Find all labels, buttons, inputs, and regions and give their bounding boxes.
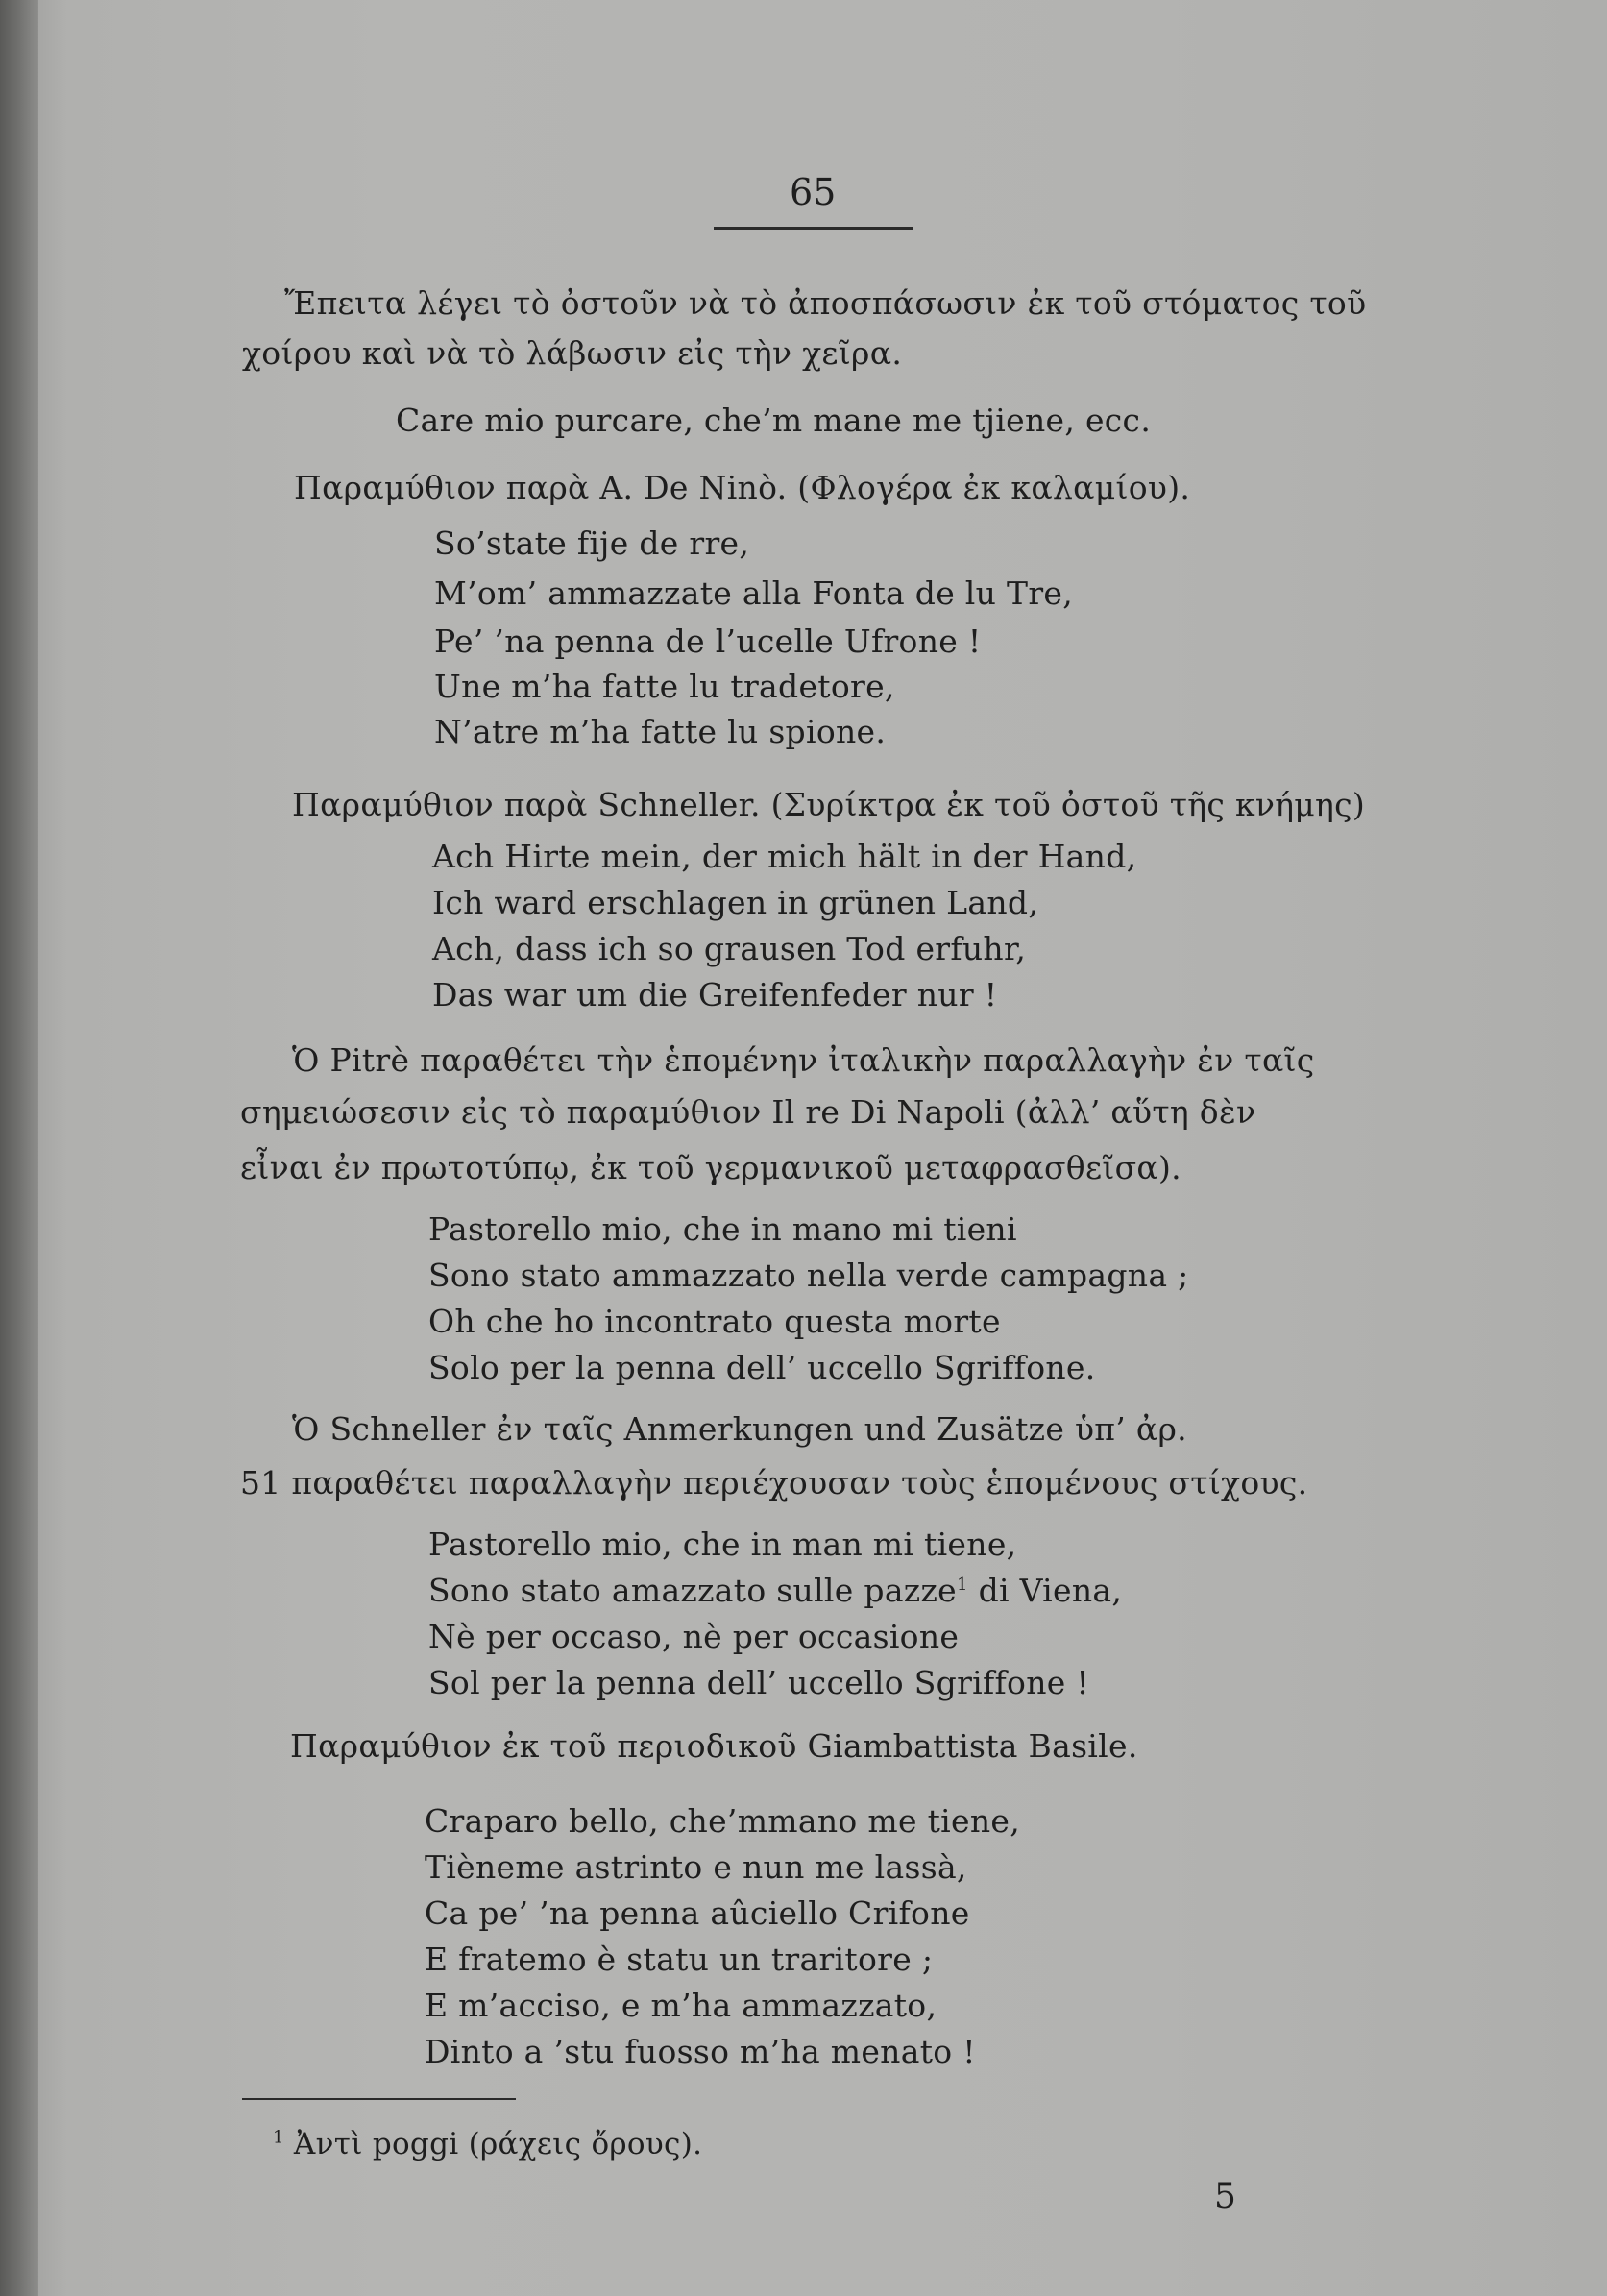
header-rule bbox=[714, 227, 913, 230]
verse-line: Une m’ha fatte lu tradetore, bbox=[434, 668, 895, 705]
verse-line: E m’acciso, e m’ha ammazzato, bbox=[425, 1987, 937, 2024]
page-number: 65 bbox=[790, 171, 837, 213]
verse-line: Solo per la penna dell’ uccello Sgriffone. bbox=[428, 1349, 1096, 1386]
verse-line: Ich ward erschlagen in grünen Land, bbox=[432, 884, 1039, 921]
prose-line: Ἔπειτα λέγει τὸ ὀστοῦν νὰ τὸ ἀποσπάσωσιν ἐκ τοῦ στόματος τοῦ bbox=[284, 284, 1367, 322]
verse-line: Nè per occaso, nè per occasione bbox=[428, 1618, 960, 1655]
section-heading: Παραμύθιον παρὰ Schneller. (Συρίκτρα ἐκ τοῦ ὀστοῦ τῆς κνήμης) bbox=[292, 786, 1366, 823]
prose-line: 51 παραθέτει παραλλαγὴν περιέχουσαν τοὺς ἑπομένους στίχους. bbox=[240, 1464, 1308, 1502]
verse-line: Pastorello mio, che in mano mi tieni bbox=[428, 1210, 1017, 1248]
verse-line: Ach, dass ich so grausen Tod erfuhr, bbox=[432, 930, 1027, 967]
prose-line: σημειώσεσιν εἰς τὸ παραμύθιον Il re Di Napoli (ἀλλ’ αὕτη δὲν bbox=[240, 1093, 1256, 1131]
section-heading: Παραμύθιον παρὰ A. De Ninò. (Φλογέρα ἐκ καλαμίου). bbox=[294, 469, 1191, 506]
book-spine-shadow bbox=[0, 0, 38, 2296]
verse-line: Oh che ho incontrato questa morte bbox=[428, 1303, 1001, 1340]
verse-line bbox=[428, 1572, 1122, 1609]
footnote-rule bbox=[242, 2098, 516, 2100]
verse-line: Ca pe’ ’na penna aûciello Crifone bbox=[425, 1894, 970, 1932]
verse-line: Tièneme astrinto e nun me lassà, bbox=[425, 1848, 967, 1886]
verse-text: Sono stato amazzato sulle pazze bbox=[428, 1572, 957, 1609]
verse-line: Sol per la penna dell’ uccello Sgriffone ! bbox=[428, 1664, 1089, 1701]
signature-mark: 5 bbox=[1214, 2177, 1236, 2216]
verse-line: Ach Hirte mein, der mich hält in der Hand, bbox=[432, 838, 1137, 875]
prose-line: Ὁ Schneller ἐν ταῖς Anmerkungen und Zusätze ὑπ’ ἀρ. bbox=[292, 1410, 1187, 1448]
section-heading: Παραμύθιον ἐκ τοῦ περιοδικοῦ Giambattista Basile. bbox=[290, 1727, 1138, 1765]
verse-line: N’atre m’ha fatte lu spione. bbox=[434, 713, 887, 750]
prose-line: εἶναι ἐν πρωτοτύπῳ, ἐκ τοῦ γερμανικοῦ μεταφρασθεῖσα). bbox=[240, 1149, 1181, 1186]
verse-line: E fratemo è statu un traritore ; bbox=[425, 1941, 934, 1978]
prose-line: χοίρου καὶ νὰ τὸ λάβωσιν εἰς τὴν χεῖρα. bbox=[242, 334, 903, 372]
verse-line: M’om’ ammazzate alla Fonta de lu Tre, bbox=[434, 574, 1074, 612]
verse-line: Craparo bello, che’mmano me tiene, bbox=[425, 1802, 1020, 1840]
footnote bbox=[273, 2127, 702, 2162]
prose-line: Ὁ Pitrè παραθέτει τὴν ἑπομένην ἰταλικὴν παραλλαγὴν ἐν ταῖς bbox=[292, 1041, 1315, 1079]
prose-line: Care mio purcare, che’m mane me tjiene, ecc. bbox=[396, 402, 1152, 439]
verse-line: Sono stato ammazzato nella verde campagna ; bbox=[428, 1257, 1189, 1294]
verse-line: Pastorello mio, che in man mi tiene, bbox=[428, 1526, 1017, 1563]
footnote-text: Ἀντὶ poggi (ράχεις ὄρους). bbox=[293, 2127, 703, 2162]
verse-text: di Viena, bbox=[978, 1572, 1123, 1609]
footnote-reference: 1 bbox=[957, 1575, 968, 1595]
verse-line: Pe’ ’na penna de l’ucelle Ufrone ! bbox=[434, 623, 982, 660]
verse-line: Dinto a ’stu fuosso m’ha menato ! bbox=[425, 2033, 976, 2070]
verse-line: Das war um die Greifenfeder nur ! bbox=[432, 976, 998, 1014]
verse-line: So’state fije de rre, bbox=[434, 525, 750, 562]
footnote-marker: 1 bbox=[273, 2127, 284, 2148]
